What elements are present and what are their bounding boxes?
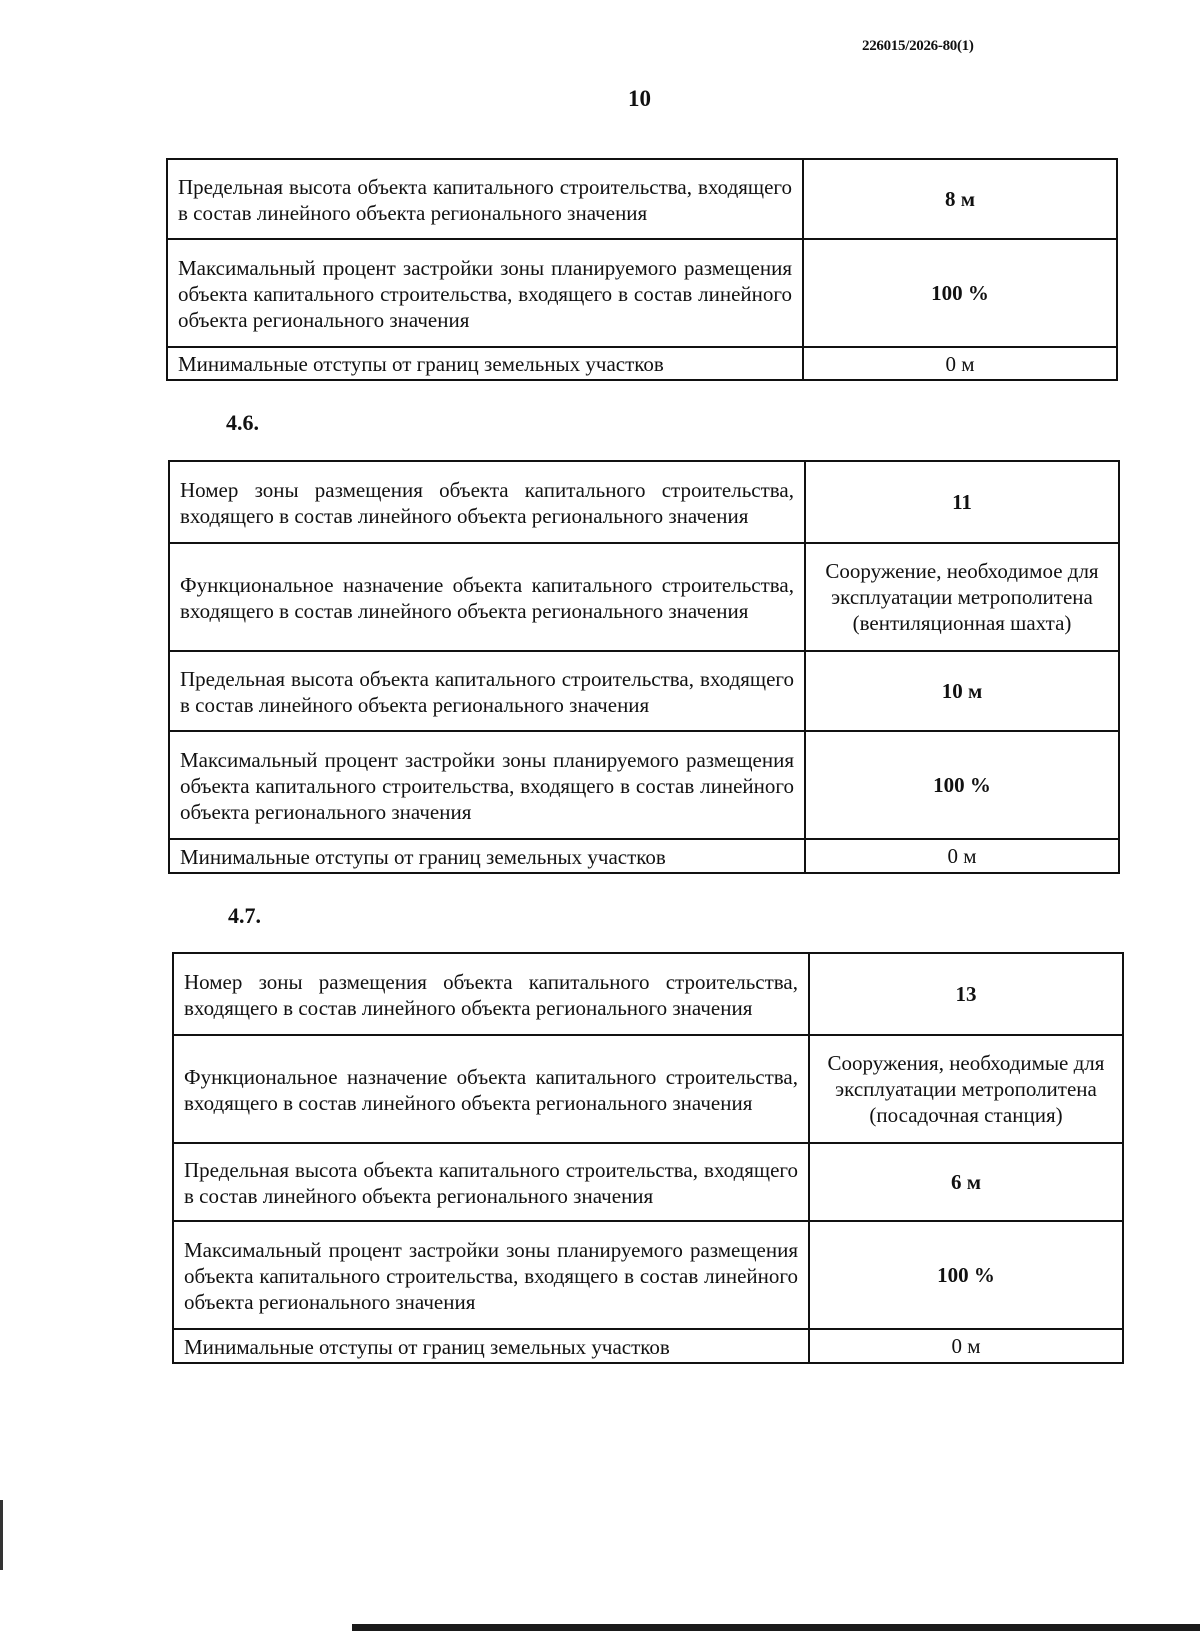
table-row	[169, 543, 1119, 651]
row-value: 13	[809, 953, 1123, 1035]
table-continued-params	[166, 158, 1118, 381]
section-label-4-7: 4.7.	[228, 903, 261, 928]
table-row	[167, 159, 1117, 239]
row-value: 6 м	[809, 1143, 1123, 1221]
row-label: Предельная высота объекта капитального строительства, входящего в состав линейного объекта регионального значения	[169, 651, 805, 731]
row-value: Сооружения, необходимые для эксплуатации метрополитена (посадочная станция)	[809, 1035, 1123, 1143]
table-section-4-7	[172, 952, 1124, 1364]
row-value: 100 %	[809, 1221, 1123, 1329]
row-label: Предельная высота объекта капитального строительства, входящего в состав линейного объекта регионального значения	[167, 159, 803, 239]
page-number: 10	[628, 86, 651, 111]
table-row	[169, 651, 1119, 731]
row-value: 100 %	[805, 731, 1119, 839]
table-section-4-6	[168, 460, 1120, 874]
row-label: Номер зоны размещения объекта капитального строительства, входящего в состав линейного объекта регионального значения	[169, 461, 805, 543]
row-label: Максимальный процент застройки зоны планируемого размещения объекта капитального строительства, входящего в состав линейного объекта регионального значения	[169, 731, 805, 839]
row-value: 100 %	[803, 239, 1117, 347]
table-row	[169, 839, 1119, 873]
row-value: 10 м	[805, 651, 1119, 731]
table-row	[173, 1221, 1123, 1329]
document-code: 226015/2026-80(1)	[862, 38, 974, 54]
row-value: 11	[805, 461, 1119, 543]
scan-bottom-rule	[352, 1624, 1200, 1631]
section-label-4-6: 4.6.	[226, 410, 259, 435]
table-row	[173, 1035, 1123, 1143]
row-label: Функциональное назначение объекта капитального строительства, входящего в состав линейного объекта регионального значения	[173, 1035, 809, 1143]
table-row	[167, 347, 1117, 380]
table-row	[173, 953, 1123, 1035]
row-value: 0 м	[803, 347, 1117, 380]
table-row	[169, 461, 1119, 543]
row-value: 8 м	[803, 159, 1117, 239]
row-value: Сооружение, необходимое для эксплуатации метрополитена (вентиляционная шахта)	[805, 543, 1119, 651]
row-label: Номер зоны размещения объекта капитального строительства, входящего в состав линейного объекта регионального значения	[173, 953, 809, 1035]
row-value: 0 м	[805, 839, 1119, 873]
scan-edge-mark	[0, 1500, 3, 1570]
table-row	[173, 1329, 1123, 1363]
row-label: Предельная высота объекта капитального строительства, входящего в состав линейного объекта регионального значения	[173, 1143, 809, 1221]
table-row	[167, 239, 1117, 347]
row-label: Максимальный процент застройки зоны планируемого размещения объекта капитального строительства, входящего в состав линейного объекта регионального значения	[167, 239, 803, 347]
row-label: Минимальные отступы от границ земельных участков	[167, 347, 803, 380]
row-label: Функциональное назначение объекта капитального строительства, входящего в состав линейного объекта регионального значения	[169, 543, 805, 651]
row-label: Минимальные отступы от границ земельных участков	[169, 839, 805, 873]
table-row	[173, 1143, 1123, 1221]
row-label: Минимальные отступы от границ земельных участков	[173, 1329, 809, 1363]
row-label: Максимальный процент застройки зоны планируемого размещения объекта капитального строительства, входящего в состав линейного объекта регионального значения	[173, 1221, 809, 1329]
row-value: 0 м	[809, 1329, 1123, 1363]
table-row	[169, 731, 1119, 839]
